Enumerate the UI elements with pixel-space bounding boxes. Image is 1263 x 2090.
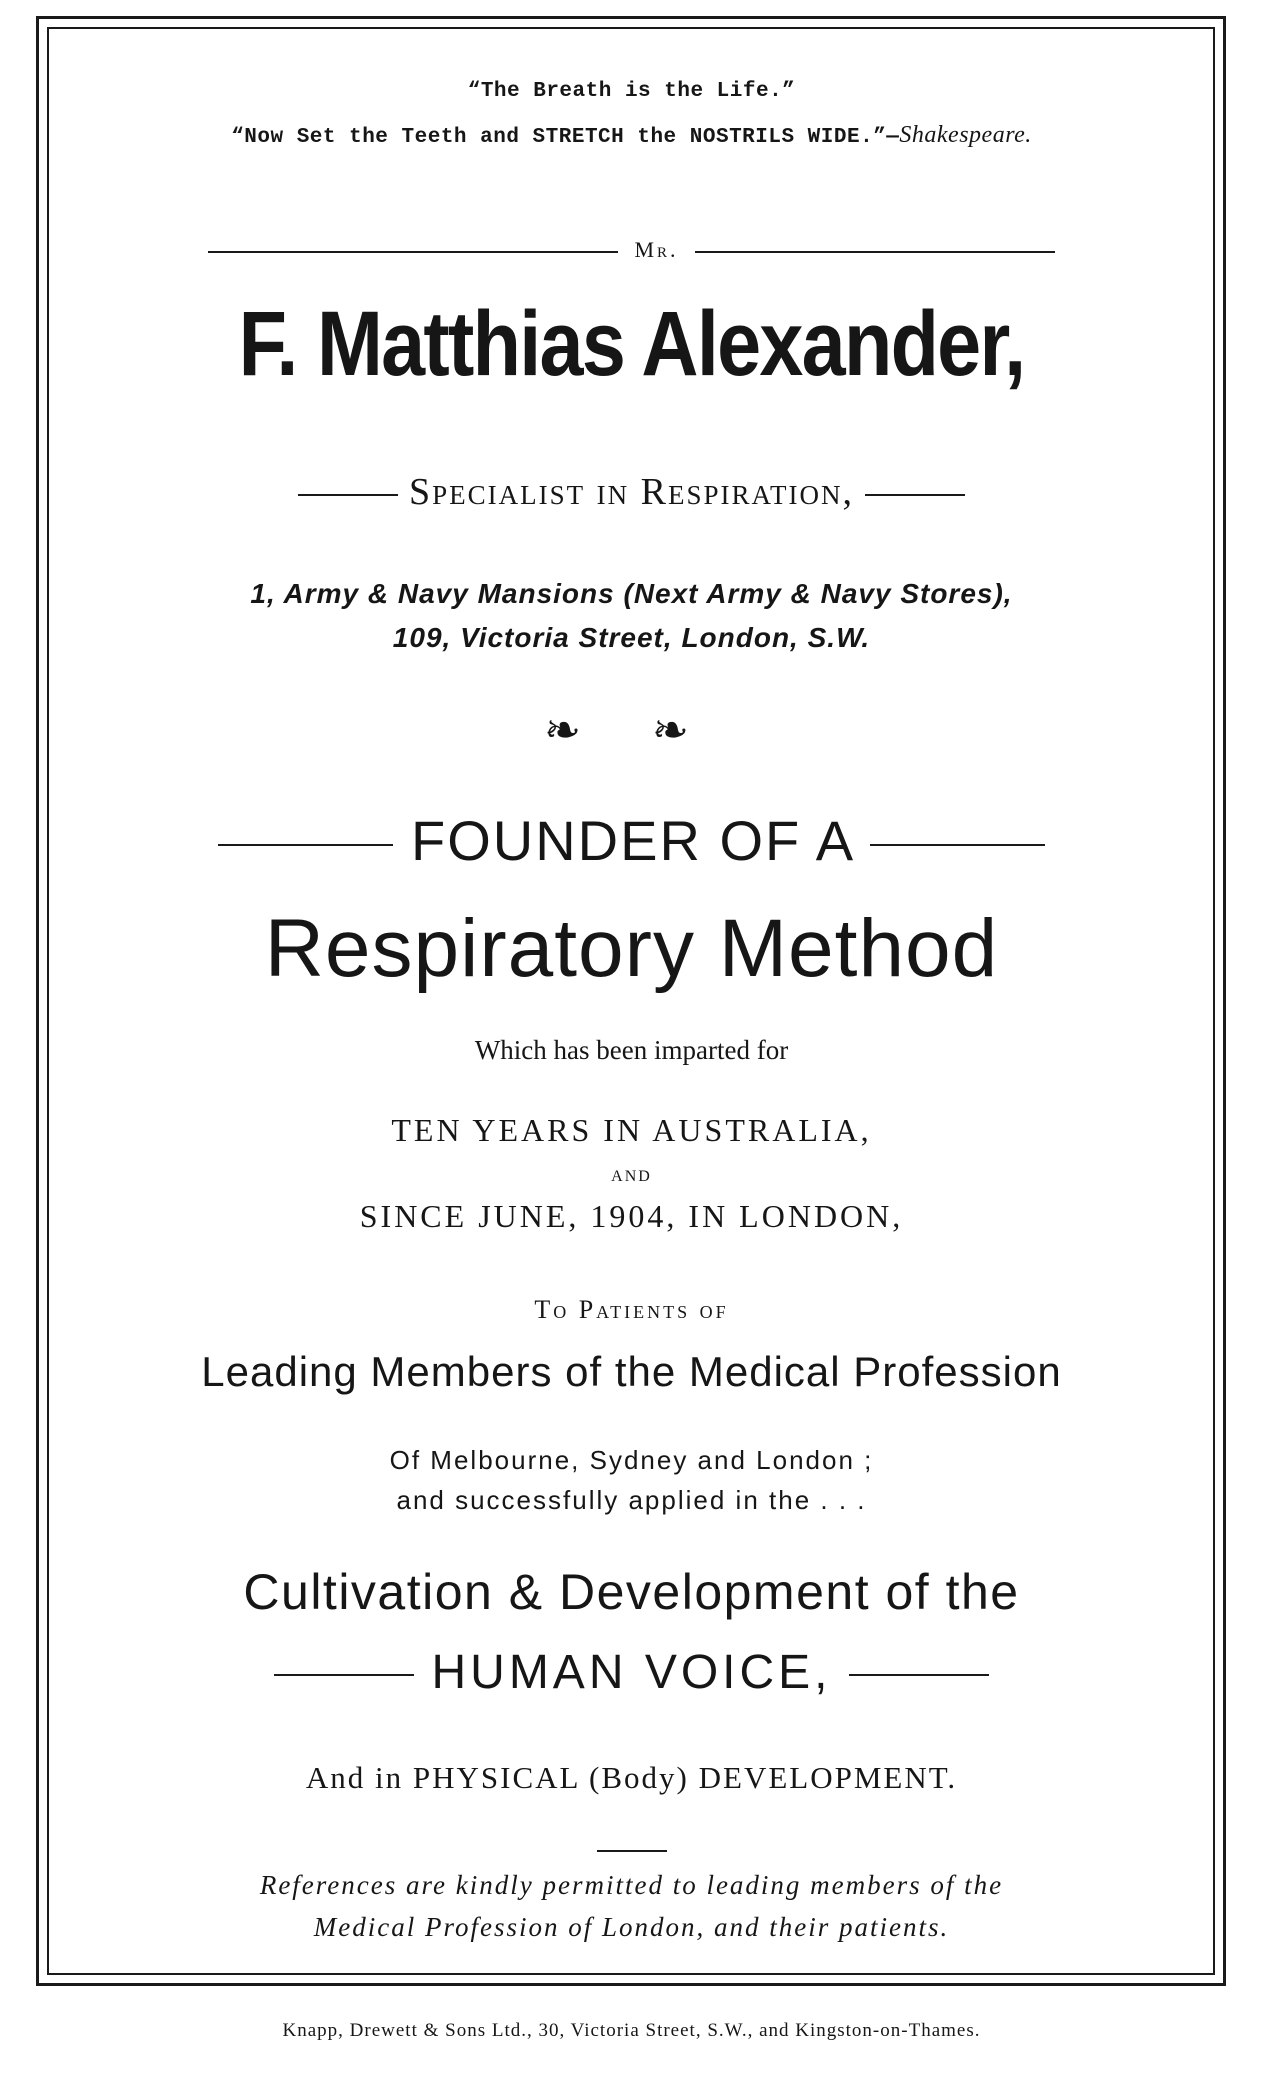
- voice-row: [50, 1645, 1213, 1700]
- address-line-1: 1, Army & Navy Mansions (Next Army & Navy Stores),: [250, 578, 1013, 609]
- references-line-1: References are kindly permitted to leading members of the: [259, 1870, 1004, 1900]
- specialist-text: Specialist in Respiration,: [409, 471, 854, 513]
- printer-imprint: Knapp, Drewett & Sons Ltd., 30, Victoria Street, S.W., and Kingston-on-Thames.: [282, 2020, 981, 2041]
- method-heading: Respiratory Method: [264, 903, 999, 994]
- ornament-icon: ❧ ❧: [544, 706, 719, 755]
- cultivation-text: Cultivation & Development of the: [243, 1564, 1020, 1620]
- leading-members-text: Leading Members of the Medical Profession: [201, 1348, 1062, 1395]
- motto-line-1: [50, 80, 1213, 103]
- voice-text: HUMAN VOICE,: [431, 1646, 832, 1699]
- london-text: SINCE JUNE, 1904, IN LONDON,: [359, 1198, 904, 1234]
- address-line-2: 109, Victoria Street, London, S.W.: [392, 622, 871, 653]
- separator-rule: [50, 1842, 1213, 1860]
- and-text: AND: [611, 1168, 652, 1185]
- motto-quote-1: “The Breath is the Life.”: [467, 80, 796, 103]
- short-rule: [597, 1850, 667, 1852]
- title-prefix: Mr.: [634, 237, 679, 262]
- rule-left: [274, 1674, 414, 1676]
- name-heading: F. Matthias Alexander,: [238, 293, 1025, 395]
- imparted-text: Which has been imparted for: [474, 1035, 789, 1065]
- rule-left: [208, 251, 618, 253]
- rule-right: [849, 1674, 989, 1676]
- advertisement-body: [50, 30, 1213, 1970]
- motto-author: Shakespeare.: [899, 122, 1032, 148]
- australia-text: TEN YEARS IN AUSTRALIA,: [391, 1112, 872, 1148]
- rule-right: [870, 844, 1045, 846]
- title-prefix-row: [50, 237, 1213, 263]
- founder-row: [50, 808, 1213, 873]
- specialist-row: [50, 470, 1213, 514]
- cities-line-1: Of Melbourne, Sydney and London ;: [389, 1445, 874, 1475]
- motto-line-2: [50, 122, 1213, 149]
- rule-right: [865, 494, 965, 496]
- founder-text: FOUNDER OF A: [411, 809, 852, 872]
- rule-left: [298, 494, 398, 496]
- patients-text: To Patients of: [534, 1295, 729, 1324]
- rule-right: [695, 251, 1055, 253]
- references-line-2: Medical Profession of London, and their patients.: [313, 1912, 950, 1942]
- cities-line-2: and successfully applied in the . . .: [396, 1485, 867, 1515]
- motto-quote-2: “Now Set the Teeth and STRETCH the NOSTRILS WIDE.”—: [231, 126, 900, 149]
- physical-text: And in PHYSICAL (Body) DEVELOPMENT.: [305, 1760, 958, 1795]
- rule-left: [218, 844, 393, 846]
